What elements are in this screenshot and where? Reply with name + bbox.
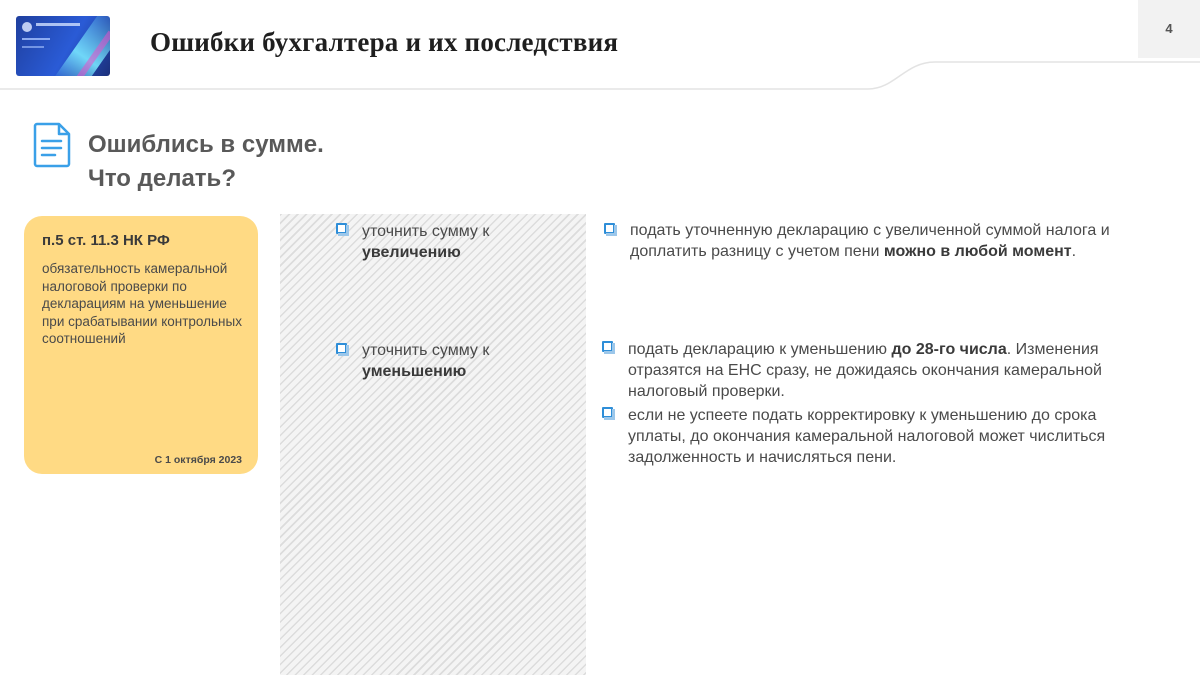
law-card — [24, 216, 258, 474]
ens-card-logo — [16, 16, 110, 76]
checkbox-icon — [602, 341, 613, 352]
options-panel — [280, 214, 586, 675]
heading-line-1: Ошиблись в сумме. — [88, 131, 324, 158]
law-card-date: С 1 октября 2023 — [154, 454, 242, 466]
checkbox-icon — [336, 223, 347, 234]
detail-decrease-2: если не успеете подать корректировку к уменьшению до срока уплаты, до окончания камеральной налоговой может числиться задолженность и начисляться пени. — [628, 407, 1106, 466]
page-title: Ошибки бухгалтера и их последствия — [150, 27, 619, 57]
checkbox-icon — [604, 223, 615, 234]
heading-line-2: Что делать? — [88, 165, 236, 192]
page-number: 4 — [1138, 0, 1200, 58]
checkbox-icon — [336, 343, 347, 354]
detail-decrease-1: подать декларацию к уменьшению до 28-го числа. Изменения отразятся на ЕНС сразу, не дожидаясь окончания камеральной налоговый проверки. — [628, 341, 1102, 400]
law-card-text: обязательность камеральной налоговой проверки по декларациям на уменьшение при срабатывании контрольных соотношений — [42, 261, 242, 346]
emblem-icon — [22, 22, 32, 32]
option-increase-bold: увеличению — [362, 244, 461, 261]
section-heading — [88, 128, 324, 196]
law-card-title: п.5 ст. 11.3 НК РФ — [42, 232, 170, 249]
option-decrease: уточнить сумму к уменьшению — [362, 342, 490, 380]
option-decrease-bold: уменьшению — [362, 363, 467, 380]
option-increase: уточнить сумму к увеличению — [362, 223, 490, 261]
slide-header — [0, 0, 1200, 92]
document-icon — [33, 122, 73, 168]
checkbox-icon — [602, 407, 613, 418]
detail-increase: подать уточненную декларацию с увеличенной суммой налога и доплатить разницу с учетом пени можно в любой момент. — [630, 222, 1110, 260]
